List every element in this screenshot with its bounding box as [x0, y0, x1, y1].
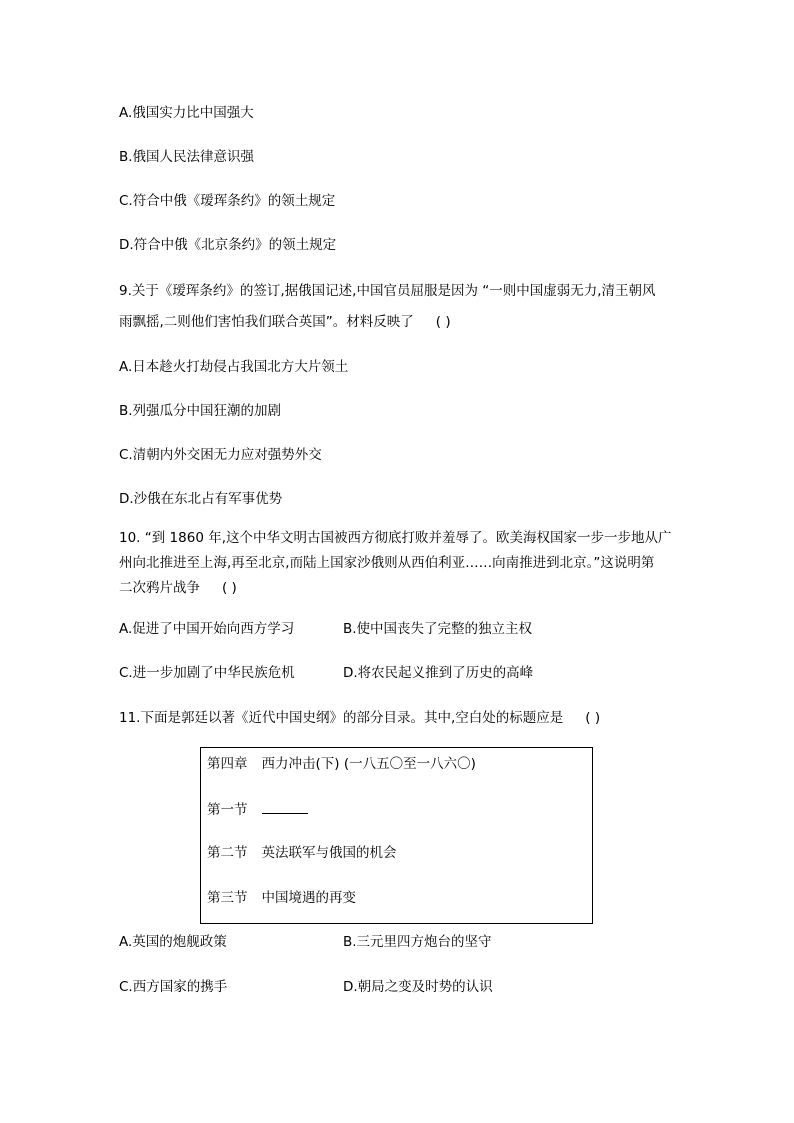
q10-option-d: D.将农民起义推到了历史的高峰 — [343, 665, 534, 681]
q10-option-c: C.进一步加剧了中华民族危机 — [119, 665, 295, 681]
q10-stem-text: 二次鸦片战争 — [119, 580, 200, 596]
q8-option-c: C.符合中俄《瑷珲条约》的领土规定 — [119, 193, 336, 209]
toc-section1-row — [207, 799, 308, 820]
toc-section3-label: 第三节 — [207, 890, 248, 906]
toc-chapter-label: 第四章 — [207, 756, 248, 772]
q11-stem-text: 11.下面是郭廷以著《近代中国史纲》的部分目录。其中,空白处的标题应是 — [119, 710, 564, 726]
q10-stem-line1: 10. “到 1860 年,这个中华文明古国被西方彻底打败并羞辱了。欧美海权国家一步一步地从广 — [119, 530, 672, 546]
q11-option-a: A.英国的炮舰政策 — [119, 934, 227, 950]
toc-chapter-title: 西力冲击(下) (一八五〇至一八六〇) — [261, 756, 476, 772]
q10-option-a: A.促进了中国开始向西方学习 — [119, 621, 295, 637]
q9-option-c: C.清朝内外交困无力应对强势外交 — [119, 447, 322, 463]
q8-option-d: D.符合中俄《北京条约》的领土规定 — [119, 237, 337, 253]
q9-option-a: A.日本趁火打劫侵占我国北方大片领土 — [119, 359, 349, 375]
toc-section2-title: 英法联军与俄国的机会 — [261, 845, 397, 861]
q11-answer-paren: ( ) — [585, 710, 601, 726]
q10-stem-line3 — [119, 578, 237, 598]
q11-option-b: B.三元里四方炮台的坚守 — [343, 934, 492, 950]
toc-section1-label: 第一节 — [207, 802, 248, 818]
q11-option-d: D.朝局之变及时势的认识 — [343, 979, 493, 995]
q8-option-a: A.俄国实力比中国强大 — [119, 105, 254, 121]
q9-answer-paren: ( ) — [435, 314, 451, 330]
q9-stem-text: 雨飘摇,二则他们害怕我们联合英国”。材料反映了 — [119, 314, 414, 330]
q9-option-d: D.沙俄在东北占有军事优势 — [119, 491, 283, 507]
q9-option-b: B.列强瓜分中国狂潮的加剧 — [119, 403, 282, 419]
q10-option-b: B.使中国丧失了完整的独立主权 — [343, 621, 533, 637]
toc-chapter-row — [207, 754, 476, 774]
q9-stem-line2 — [119, 312, 451, 332]
toc-blank-line — [262, 799, 308, 814]
q11-option-c: C.西方国家的携手 — [119, 979, 228, 995]
toc-section2-label: 第二节 — [207, 845, 248, 861]
toc-section3-title: 中国境遇的再变 — [261, 890, 356, 906]
q8-option-b: B.俄国人民法律意识强 — [119, 149, 255, 165]
toc-section3-row — [207, 888, 356, 908]
q10-answer-paren: ( ) — [222, 580, 237, 596]
q10-stem-line2: 州向北推进至上海,再至北京,而陆上国家沙俄则从西伯利亚……向南推进到北京。”这说明第 — [119, 555, 655, 571]
toc-section2-row — [207, 843, 397, 863]
q11-stem — [119, 708, 600, 728]
table-of-contents-box — [200, 747, 593, 924]
q9-stem-line1: 9.关于《瑷珲条约》的签订,据俄国记述,中国官员屈服是因为 “一则中国虚弱无力,清王朝风 — [119, 283, 656, 299]
